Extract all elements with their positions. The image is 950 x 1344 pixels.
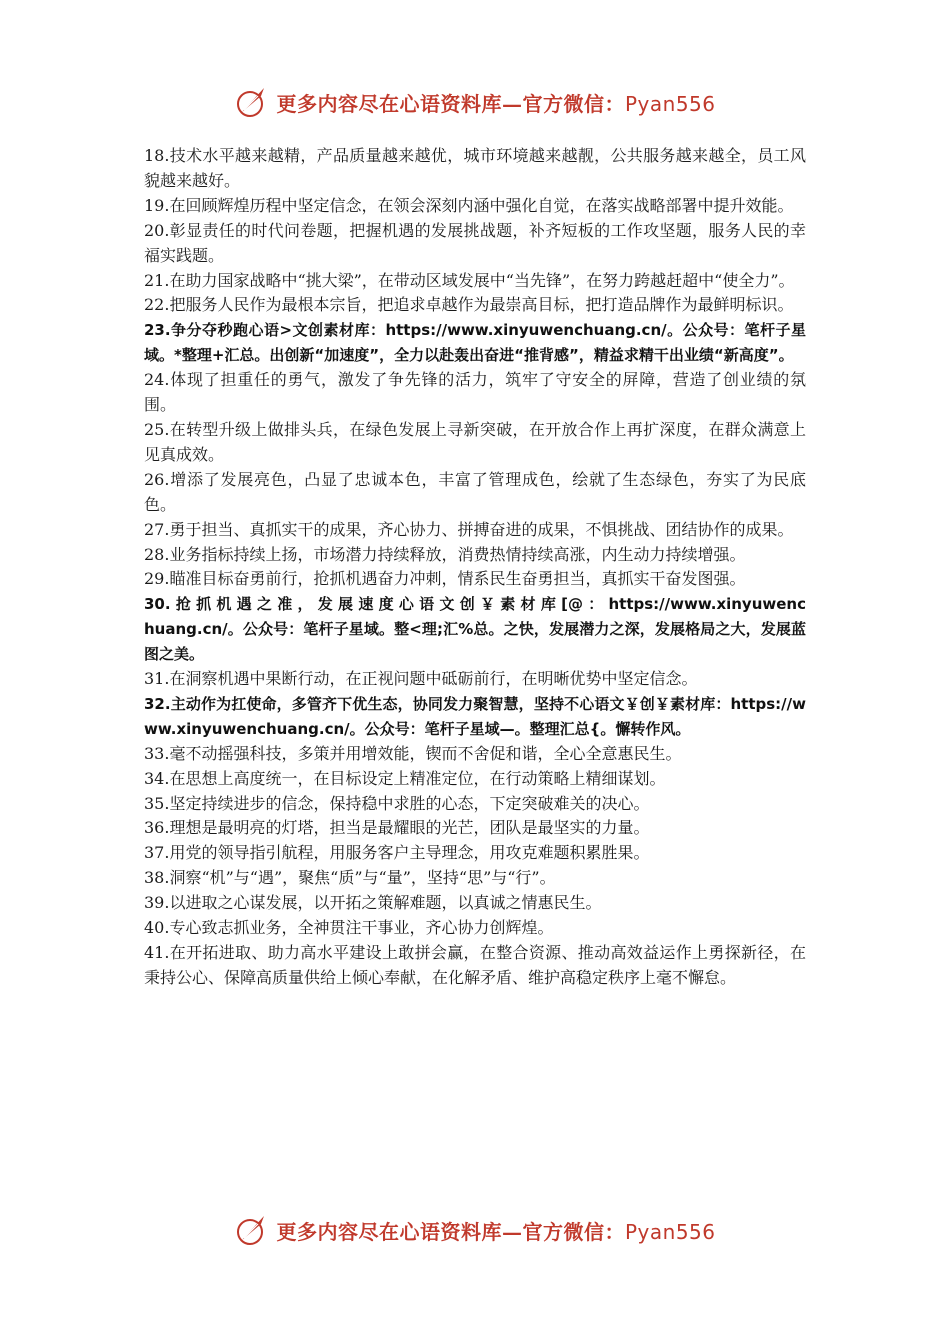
list-item: 41.在开拓进取、助力高水平建设上敢拼会赢，在整合资源、推动高效益运作上勇探新径，在秉持公心、保障高质量供给上倾心奉献，在化解矛盾、维护高稳定秩序上毫不懈怠。 xyxy=(144,943,806,987)
list-item: 18.技术水平越来越精，产品质量越来越优，城市环境越来越靓，公共服务越来越全，员工风貌越来越好。 xyxy=(144,146,806,190)
list-item: 35.坚定持续进步的信念，保持稳中求胜的心态，下定突破难关的决心。 xyxy=(144,793,650,813)
quill-logo-icon xyxy=(234,84,270,120)
list-item: 40.专心致志抓业务，全神贯注干事业，齐心协力创辉煌。 xyxy=(144,918,554,938)
header-slogan: 更多内容尽在心语资料库—官方微信： xyxy=(276,91,625,116)
footer-slogan: 更多内容尽在心语资料库—官方微信： xyxy=(276,1219,625,1244)
list-item: 37.用党的领导指引航程，用服务客户主导理念，用攻克难题积累胜果。 xyxy=(144,843,650,863)
list-item: 38.洞察“机”与“遇”，聚焦“质”与“量”，坚持“思”与“行”。 xyxy=(144,868,556,888)
footer-banner xyxy=(0,1208,950,1252)
header-banner xyxy=(0,80,950,124)
list-item: 39.以进取之心谋发展，以开拓之策解难题，以真诚之情惠民生。 xyxy=(144,893,602,913)
list-item: 23.争分夺秒跑心语>文创素材库：https://www.xinyuwenchuang.cn/。公众号：笔杆子星域。*整理+汇总。出创新“加速度”，全力以赴轰出奋进“推背感”，精益求精干出业绩“新高度”。 xyxy=(144,321,806,365)
footer-banner-text xyxy=(276,1216,715,1245)
list-item: 27.勇于担当、真抓实干的成果，齐心协力、拼搏奋进的成果，不惧挑战、团结协作的成果。 xyxy=(144,519,794,539)
list-item: 28.业务指标持续上扬，市场潜力持续释放，消费热情持续高涨，内生动力持续增强。 xyxy=(144,544,746,564)
list-item: 33.毫不动摇强科技，多策并用增效能，锲而不舍促和谐，全心全意惠民生。 xyxy=(144,743,682,763)
list-item: 26.增添了发展亮色，凸显了忠诚本色，丰富了管理成色，绘就了生态绿色，夯实了为民底色。 xyxy=(144,469,806,514)
quill-logo-icon xyxy=(234,1212,270,1248)
list-item: 32.主动作为扛使命，多管齐下优生态，协同发力聚智慧，坚持不心语文￥创￥素材库：https://www.xinyuwenchuang.cn/。公众号：笔杆子星域—。整理汇总{。懈转作风。 xyxy=(144,694,806,738)
list-item: 30. 抢 抓 机 遇 之 准 ， 发 展 速 度 心 语 文 创 ￥ 素 材 库 [@ ： https://www.xinyuwenchuang.cn/。公众号：笔杆子星域。整<理;汇%总。之快，发展潜力之深，发展格局之大，发展蓝图之美。 xyxy=(144,595,806,664)
list-item: 22.把服务人民作为最根本宗旨，把追求卓越作为最崇高目标，把打造品牌作为最鲜明标识。 xyxy=(144,295,794,315)
list-item: 24.体现了担重任的勇气，激发了争先锋的活力，筑牢了守安全的屏障，营造了创业绩的氛围。 xyxy=(144,370,806,415)
list-item: 29.瞄准目标奋勇前行，抢抓机遇奋力冲刺，情系民生奋勇担当，真抓实干奋发图强。 xyxy=(144,569,746,589)
list-item: 19.在回顾辉煌历程中坚定信念，在领会深刻内涵中强化自觉，在落实战略部署中提升效能。 xyxy=(144,195,794,215)
document-body xyxy=(144,144,806,991)
list-item: 21.在助力国家战略中“挑大梁”，在带动区域发展中“当先锋”，在努力跨越赶超中“使全力”。 xyxy=(144,270,795,290)
list-item: 34.在思想上高度统一，在目标设定上精准定位，在行动策略上精细谋划。 xyxy=(144,768,666,788)
list-item: 36.理想是最明亮的灯塔，担当是最耀眼的光芒，团队是最坚实的力量。 xyxy=(144,818,650,838)
list-item: 25.在转型升级上做排头兵，在绿色发展上寻新突破，在开放合作上再扩深度，在群众满意上见真成效。 xyxy=(144,419,806,464)
header-wechat-id: Pyan556 xyxy=(624,91,716,116)
header-banner-text xyxy=(276,88,715,117)
footer-wechat-id: Pyan556 xyxy=(624,1219,716,1244)
list-item: 20.彰显责任的时代问卷题，把握机遇的发展挑战题，补齐短板的工作攻坚题，服务人民的幸福实践题。 xyxy=(144,220,806,265)
list-item: 31.在洞察机遇中果断行动，在正视问题中砥砺前行，在明晰优势中坚定信念。 xyxy=(144,669,698,689)
